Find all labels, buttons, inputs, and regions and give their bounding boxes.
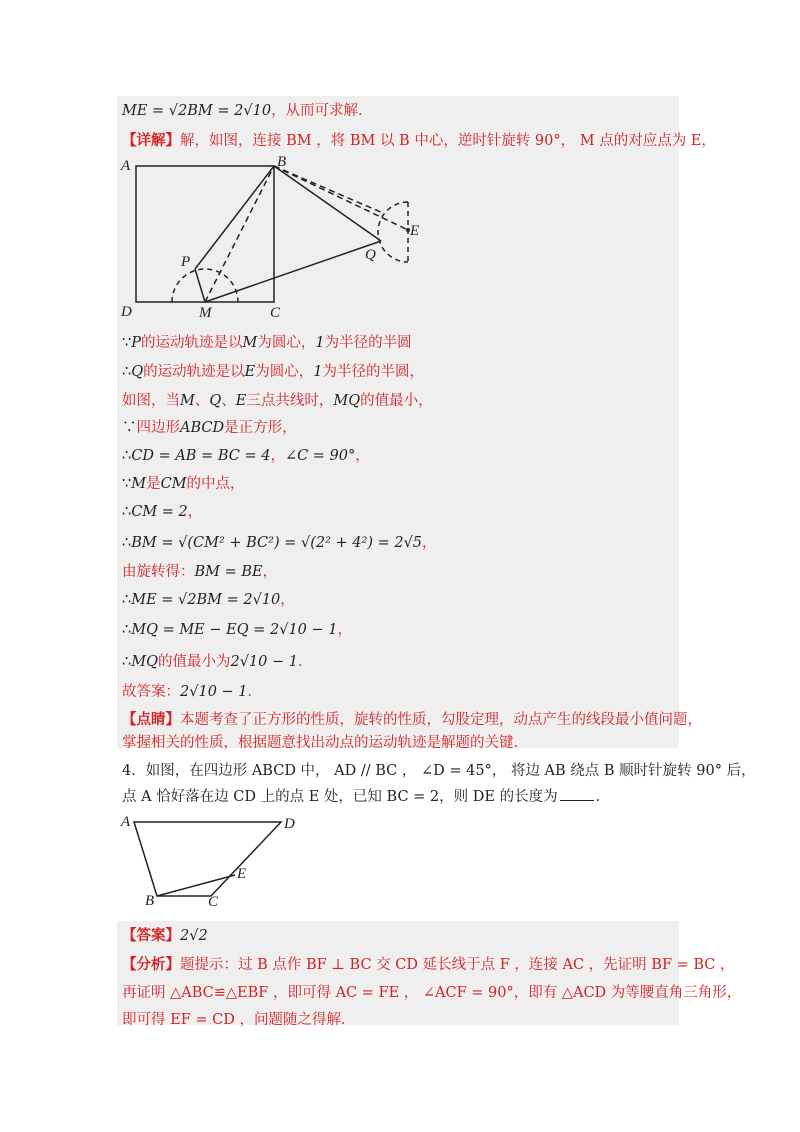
analysis-line-2 <box>122 983 741 1003</box>
step-math: Q <box>131 364 144 380</box>
step-math: BM = √(CM² + BC²) = √(2² + 4²) = 2√5 <box>131 535 423 551</box>
segment-be <box>157 875 235 896</box>
segment-bq <box>274 166 381 241</box>
step-2 <box>122 362 424 382</box>
step-7 <box>122 502 202 522</box>
step-prefix: ∵ <box>122 335 132 351</box>
label-b2: B <box>145 893 155 908</box>
step-prefix: ∵ <box>122 476 132 492</box>
step-math: E <box>244 364 256 380</box>
step-text: 的运动轨迹是以 <box>143 364 245 380</box>
step-9 <box>122 562 277 582</box>
semicircle-m-dashed <box>172 269 238 302</box>
answer-label: 故答案： <box>122 684 180 700</box>
me-formula: ME = √2BM = 2√10 <box>122 103 272 119</box>
segment-mq <box>205 241 381 302</box>
label-b: B <box>277 154 287 170</box>
step-text: 为圆心， <box>257 335 316 351</box>
step-text: ， <box>355 448 370 464</box>
answer-value: 2√10 − 1 <box>180 684 248 700</box>
label-a2: A <box>121 814 131 830</box>
step-math: 2√10 − 1 <box>230 654 298 670</box>
step-math: M <box>131 476 147 492</box>
problem4-text: ． <box>595 789 611 805</box>
analysis-tag: 【分析】 <box>122 956 180 973</box>
label-e: E <box>410 223 420 239</box>
step-text: 为半径的半圆， <box>322 364 424 380</box>
step-math: CM <box>160 476 187 492</box>
me-text: ，从而可求解． <box>271 103 373 119</box>
step-1 <box>122 333 412 353</box>
step-math: MQ <box>131 654 158 670</box>
step-text: 、 <box>221 393 236 409</box>
step-math: ∠C = 90° <box>284 448 356 464</box>
label-d2: D <box>284 816 295 832</box>
answer-block <box>122 926 208 946</box>
step-text: 的运动轨迹是以 <box>141 335 243 351</box>
step-text: 的值最小， <box>360 393 433 409</box>
step-text: ， <box>187 504 203 520</box>
label-c: C <box>270 305 281 321</box>
step-text: 如图，当 <box>122 393 180 409</box>
step-text: 四边形 <box>136 420 180 436</box>
segment-be-dashed-top <box>274 166 408 230</box>
step-prefix: ∴ <box>122 448 132 464</box>
label-c2: C <box>208 894 219 908</box>
step-10 <box>122 590 295 610</box>
step-text: ， <box>280 592 295 608</box>
step-5 <box>122 446 370 466</box>
step-text: 的值最小为 <box>157 654 231 670</box>
problem4-text: 4．如图，在四边形 ABCD 中， AD // BC ， ∠D = 45°， 将边 AB 绕点 B 顺时针旋转 90° 后， <box>122 763 756 779</box>
step-text: 的中点， <box>186 476 245 492</box>
analysis-line-3 <box>122 1010 355 1030</box>
step-text: ， <box>262 564 278 580</box>
step-prefix: ∴ <box>122 535 132 551</box>
analysis-text: 即可得 EF = CD ，问题随之得解． <box>122 1012 356 1028</box>
step-math: 1 <box>313 364 323 380</box>
detail-text: 解，如图，连接 BM ，将 BM 以 B 中心，逆时针旋转 90°， M 点的对应点为 E， <box>180 133 716 149</box>
label-e2: E <box>237 866 247 882</box>
step-math: M <box>242 335 258 351</box>
step-11 <box>122 620 352 640</box>
segment-bp <box>195 166 274 269</box>
step-text: ， <box>337 622 352 638</box>
step-6 <box>122 474 245 494</box>
problem4-line-2 <box>122 787 610 807</box>
step-text: 为半径的半圆 <box>324 335 412 351</box>
me-line <box>122 101 373 121</box>
step-4 <box>122 418 297 438</box>
answer-blank <box>560 788 594 801</box>
step-prefix: ∴ <box>122 504 132 520</box>
step-8 <box>122 533 437 553</box>
semicircle-e-dashed <box>378 202 408 262</box>
step-text: 、 <box>194 393 210 409</box>
answer-tag: 【答案】 <box>122 927 180 944</box>
step-math: ME = √2BM = 2√10 <box>131 592 281 608</box>
step-text: ． <box>297 654 313 670</box>
detail-line <box>122 131 716 151</box>
square-abcd <box>136 166 274 302</box>
label-p: P <box>181 254 191 270</box>
step-prefix: ∴ <box>122 654 132 670</box>
step-text: 由旋转得： <box>122 564 195 580</box>
label-m: M <box>199 305 212 321</box>
step-prefix: ∴ <box>122 592 132 608</box>
step-text: 三点共线时， <box>246 393 334 409</box>
step-math: E <box>235 393 247 409</box>
analysis-line-1 <box>122 955 735 975</box>
label-d: D <box>121 304 132 320</box>
step-prefix: ∵ <box>122 420 137 436</box>
comment-text: 本题考查了正方形的性质，旋转的性质，勾股定理，动点产生的线段最小值问题， <box>180 712 702 728</box>
step-text: 为圆心， <box>255 364 314 380</box>
step-math: MQ = ME − EQ = 2√10 − 1 <box>131 622 338 638</box>
step-3 <box>122 391 433 411</box>
comment-tag: 【点睛】 <box>122 711 180 728</box>
step-math: ABCD <box>180 420 225 436</box>
analysis-text: 再证明 △ABC≌△EBF ，即可得 AC = FE ， ∠ACF = 90°，即有 △ACD 为等腰直角三角形， <box>122 985 742 1001</box>
figure-quadrilateral <box>118 808 308 908</box>
label-a: A <box>121 158 131 174</box>
step-math: CD = AB = BC = 4 <box>131 448 271 464</box>
step-text: 是正方形， <box>224 420 297 436</box>
comment-text: 掌握相关的性质，根据题意找出动点的运动轨迹是解题的关键． <box>122 735 528 751</box>
step-prefix: ∴ <box>122 364 132 380</box>
comment-line-2 <box>122 733 528 753</box>
step-math: BM = BE <box>194 564 263 580</box>
step-math: MQ <box>333 393 361 409</box>
comment-line-1 <box>122 710 702 730</box>
problem4-line-1 <box>122 761 756 781</box>
step-prefix: ∴ <box>122 622 132 638</box>
step-math: CM = 2 <box>131 504 188 520</box>
step-math: 1 <box>315 335 325 351</box>
step-text: ， <box>270 448 285 464</box>
answer-value-2: 2√2 <box>180 928 208 944</box>
step-math: Q <box>209 393 222 409</box>
step-math: P <box>131 335 141 351</box>
step-text: 是 <box>146 476 161 492</box>
detail-tag: 【详解】 <box>122 132 180 149</box>
answer-line-1 <box>122 682 262 702</box>
answer-end: ． <box>247 684 263 700</box>
label-q: Q <box>365 247 376 263</box>
segment-be-dashed-low <box>274 166 383 213</box>
analysis-text: 题提示：过 B 点作 BF ⊥ BC 交 CD 延长线于点 F ，连接 AC ，先证明 BF = BC ， <box>180 957 735 973</box>
step-math: M <box>180 393 195 409</box>
problem4-text: 点 A 恰好落在边 CD 上的点 E 处，已知 BC = 2，则 DE 的长度为 <box>122 789 558 805</box>
step-12 <box>122 652 312 672</box>
quadrilateral-abcd <box>134 822 281 896</box>
step-text: ， <box>422 535 437 551</box>
figure-square-rotation <box>118 152 428 322</box>
segment-pm <box>195 269 205 302</box>
